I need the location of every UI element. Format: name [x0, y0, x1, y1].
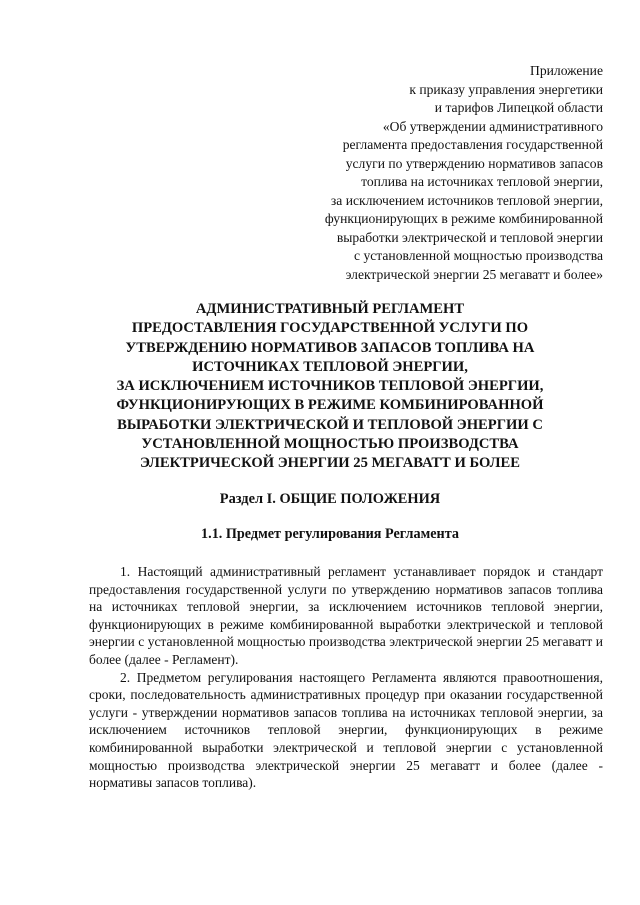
appendix-line: к приказу управления энергетики: [409, 81, 603, 97]
title-line: УТВЕРЖДЕНИЮ НОРМАТИВОВ ЗАПАСОВ ТОПЛИВА НА: [125, 339, 535, 356]
appendix-line: с установленной мощностью производства: [354, 248, 603, 263]
subsection-heading: 1.1. Предмет регулирования Регламента: [201, 526, 459, 542]
section-heading: Раздел I. ОБЩИЕ ПОЛОЖЕНИЯ: [219, 491, 441, 507]
appendix-line: функционирующих в режиме комбинированной: [324, 211, 603, 226]
appendix-block: [263, 62, 603, 284]
title-line: ПРЕДОСТАВЛЕНИЯ ГОСУДАРСТВЕННОЙ УСЛУГИ ПО: [131, 320, 529, 337]
title-line: ЭЛЕКТРИЧЕСКОЙ ЭНЕРГИИ 25 МЕГАВАТТ И БОЛЕЕ: [140, 455, 520, 472]
appendix-line: за исключением источников тепловой энергии,: [330, 192, 603, 208]
document-title: [80, 300, 580, 474]
paragraph: 2. Предметом регулирования настоящего Регламента являются правоотношения, сроки, последовательность административных процедур при оказании государственной услуги - утверждении нормативов запасов топлива на источниках тепловой энергии, за исключением источников тепловой энергии, функционирующих в режиме комбинированной выработки электрической и тепловой энергии с установленной мощностью производства электрической энергии 25 мегаватт и более (далее - нормативы запасов топлива).: [89, 669, 603, 791]
appendix-line: Приложение: [530, 63, 603, 78]
appendix-line: «Об утверждении административного: [382, 118, 603, 134]
appendix-line: электрической энергии 25 мегаватт и более»: [345, 266, 603, 282]
title-line: ФУНКЦИОНИРУЮЩИХ В РЕЖИМЕ КОМБИНИРОВАННОЙ: [116, 397, 544, 414]
title-line: АДМИНИСТРАТИВНЫЙ РЕГЛАМЕНТ: [195, 301, 465, 317]
title-line: ВЫРАБОТКИ ЭЛЕКТРИЧЕСКОЙ И ТЕПЛОВОЙ ЭНЕРГИИ С: [117, 416, 543, 433]
title-line: ЗА ИСКЛЮЧЕНИЕМ ИСТОЧНИКОВ ТЕПЛОВОЙ ЭНЕРГИИ,: [116, 378, 544, 395]
appendix-line: топлива на источниках тепловой энергии,: [361, 174, 603, 189]
appendix-line: и тарифов Липецкой области: [434, 100, 603, 115]
title-line: ИСТОЧНИКАХ ТЕПЛОВОЙ ЭНЕРГИИ,: [192, 358, 468, 375]
title-line: УСТАНОВЛЕННОЙ МОЩНОСТЬЮ ПРОИЗВОДСТВА: [141, 436, 519, 453]
paragraph: 1. Настоящий административный регламент устанавливает порядок и стандарт предоставления государственной услуги по утверждению нормативов запасов топлива на источниках тепловой энергии, за исключением источников тепловой энергии, функционирующих в режиме комбинированной выработки электрической и тепловой энергии с установленной мощностью производства электрической энергии 25 мегаватт и более (далее - Регламент).: [89, 564, 603, 667]
appendix-line: услуги по утверждению нормативов запасов: [345, 155, 603, 171]
appendix-line: регламента предоставления государственной: [342, 137, 603, 152]
appendix-line: выработки электрической и тепловой энергии: [336, 229, 603, 245]
body-text: [89, 563, 603, 792]
